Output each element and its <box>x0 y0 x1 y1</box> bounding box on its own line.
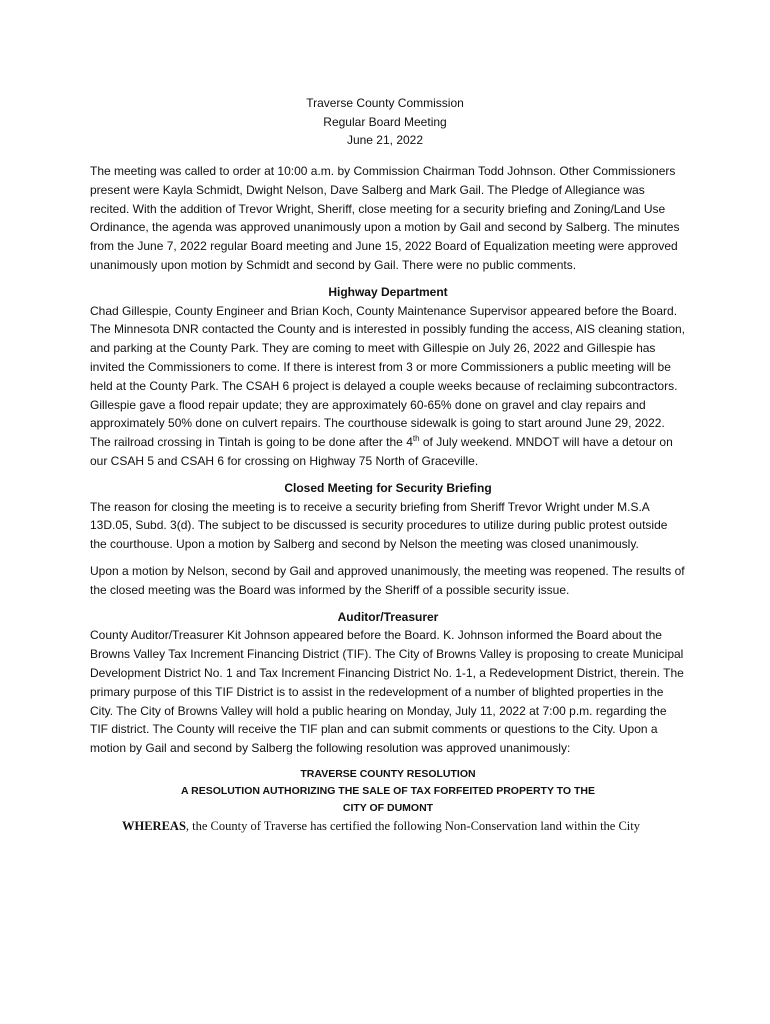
resolution-subtitle: A RESOLUTION AUTHORIZING THE SALE OF TAX FORFEITED PROPERTY TO THE <box>181 784 595 797</box>
commission-title: Traverse County Commission <box>306 96 464 110</box>
closed-meeting-heading: Closed Meeting for Security Briefing <box>284 480 492 495</box>
meeting-type: Regular Board Meeting <box>323 114 447 129</box>
resolution-city: CITY OF DUMONT <box>342 801 434 814</box>
document-body <box>90 162 686 835</box>
opening-paragraph: The meeting was called to order at 10:00 a.m. by Commission Chairman Todd Johnson. Other Commissioners present were Kayla Schmidt, Dwight Nelson, Dave Salberg and Mark Gail. The Pledge of Allegiance was recited. With the addition of Trevor Wright, Sheriff, close meeting for a security briefing and Zoning/Land Use Ordinance, the agenda was approved unanimously upon a motion by Gail and second by Salberg. The minutes from the June 7, 2022 regular Board meeting and June 15, 2022 Board of Equalization meeting were approved unanimously upon motion by Schmidt and second by Gail. There were no public comments. <box>90 164 680 272</box>
auditor-paragraph: County Auditor/Treasurer Kit Johnson appeared before the Board. K. Johnson informed the Board about the Browns Valley Tax Increment Financing District (TIF). The City of Browns Valley is proposing to create Municipal Development District No. 1 and Tax Increment Financing District No. 1-1, a Redevelopment District, therein. The primary purpose of this TIF District is to assist in the redevelopment of a number of blighted properties in the City. The City of Browns Valley will hold a public hearing on Monday, July 11, 2022 at 7:00 p.m. regarding the TIF district. The County will receive the TIF plan and can submit comments or questions to the City. Upon a motion by Gail and second by Salberg the following resolution was approved unanimously: <box>90 628 684 756</box>
auditor-heading: Auditor/Treasurer <box>337 609 439 624</box>
highway-paragraph: Chad Gillespie, County Engineer and Brian Koch, County Maintenance Supervisor appeared before the Board. The Minnesota DNR contacted the County and is interested in possibly funding the access, AIS cleaning station, and parking at the County Park. They are coming to meet with Gillespie on July 26, 2022 and Gillespie has invited the Commissioners to come. If there is interest from 3 or more Commissioners a public meeting will be held at the County Park. The CSAH 6 project is delayed a couple weeks because of reclaiming subcontractors. Gillespie gave a flood repair update; they are approximately 60-65% done on gravel and clay repairs and approximately 50% done on culvert repairs. The courthouse sidewalk is going to start around June 29, 2022. The railroad crossing in Tintah is going to be done after the 4th of July weekend. MNDOT will have a detour on our CSAH 5 and CSAH 6 for crossing on Highway 75 North of Graceville. <box>90 303 686 468</box>
document-header <box>0 94 770 150</box>
highway-heading: Highway Department <box>328 284 448 299</box>
whereas-clause: WHEREAS, the County of Traverse has certified the following Non-Conservation land within the City <box>122 818 641 833</box>
meeting-date: June 21, 2022 <box>346 133 424 147</box>
reopened-paragraph: Upon a motion by Nelson, second by Gail and approved unanimously, the meeting was reopened. The results of the closed meeting was the Board was informed by the Sheriff of a possible security issue. <box>90 563 685 597</box>
closed-meeting-paragraph: The reason for closing the meeting is to receive a security briefing from Sheriff Trevor Wright under M.S.A 13D.05, Subd. 3(d). The subject to be discussed is security procedures to utilize during public protest outside the courthouse. Upon a motion by Salberg and second by Nelson the meeting was closed unanimously. <box>90 499 668 552</box>
resolution-title: TRAVERSE COUNTY RESOLUTION <box>300 767 476 780</box>
